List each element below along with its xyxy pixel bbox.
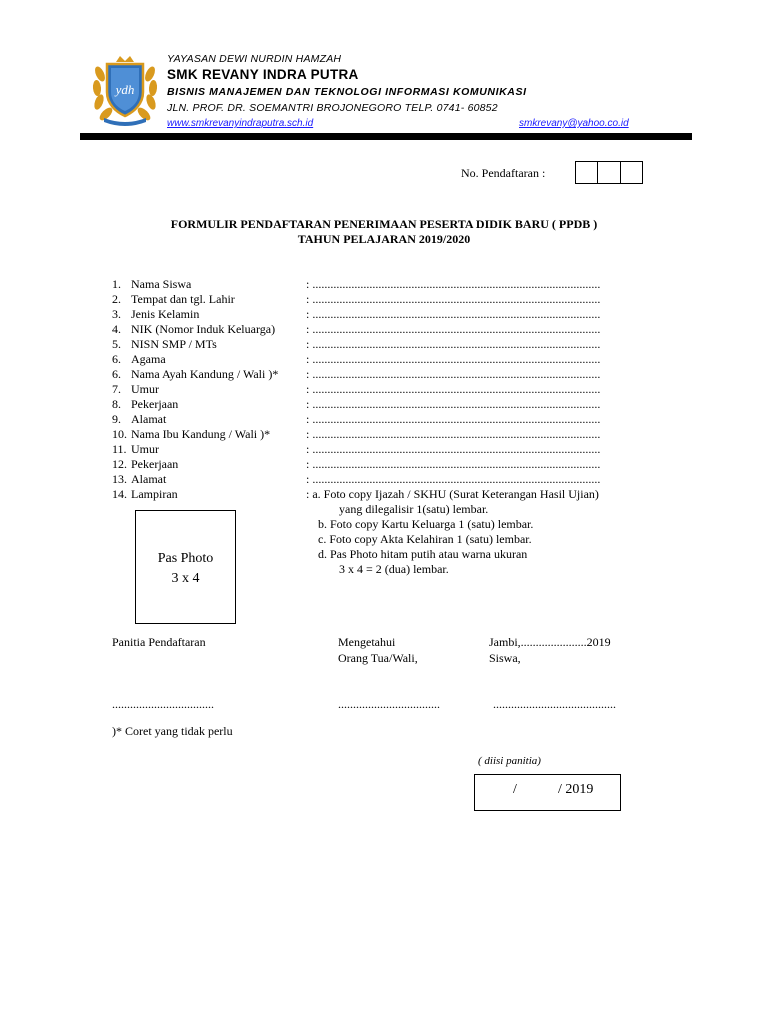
parent-signature-line[interactable]: ..................................	[338, 697, 440, 711]
field-number: 3.	[112, 307, 121, 321]
field-label-text: Alamat	[131, 412, 167, 426]
field-label-text: Pekerjaan	[131, 457, 179, 471]
field-label-text: NIK (Nomor Induk Keluarga)	[131, 322, 276, 336]
photo-box[interactable]	[135, 510, 236, 624]
field-input-line[interactable]: : ................................................................................................	[306, 292, 601, 306]
attachment-d-cont: 3 x 4 = 2 (dua) lembar.	[339, 562, 449, 576]
date-separator: /	[513, 782, 517, 797]
field-label	[112, 427, 270, 442]
registration-number-label: No. Pendaftaran :	[461, 166, 546, 180]
field-number: 10.	[112, 427, 127, 441]
registration-number-box[interactable]	[575, 161, 643, 184]
registration-digit-cell[interactable]	[598, 162, 620, 183]
field-label-text: Alamat	[131, 472, 167, 486]
field-number: 9.	[112, 412, 121, 426]
field-input-line[interactable]: : ................................................................................................	[306, 412, 601, 426]
registration-digit-cell[interactable]	[621, 162, 642, 183]
attachment-c: c. Foto copy Akta Kelahiran 1 (satu) lembar.	[318, 532, 532, 546]
field-input-line[interactable]: : ................................................................................................	[306, 307, 601, 321]
committee-date-box[interactable]	[474, 774, 621, 811]
registration-digit-cell[interactable]	[576, 162, 598, 183]
attachment-a-cont: yang dilegalisir 1(satu) lembar.	[339, 502, 489, 516]
field-input-line[interactable]: : ................................................................................................	[306, 472, 601, 486]
field-input-line[interactable]: : ................................................................................................	[306, 367, 601, 381]
field-label	[112, 472, 166, 487]
field-label	[112, 442, 159, 457]
parent-label: Orang Tua/Wali,	[338, 651, 418, 665]
place-date-label: Jambi,......................2019	[489, 635, 611, 649]
school-address: JLN. PROF. DR. SOEMANTRI BROJONEGORO TELP. 0741- 60852	[167, 102, 498, 114]
logo-text: ydh	[115, 82, 135, 97]
attachment-b: b. Foto copy Kartu Keluarga 1 (satu) lembar.	[318, 517, 534, 531]
photo-size: 3 x 4	[171, 571, 200, 586]
field-label	[112, 367, 278, 382]
field-label-text: Nama Ibu Kandung / Wali )*	[131, 427, 271, 441]
field-number: 1.	[112, 277, 121, 291]
field-label-text: Tempat dan tgl. Lahir	[131, 292, 235, 306]
field-number: 8.	[112, 397, 121, 411]
field-label-text: Lampiran	[131, 487, 178, 501]
committee-box-caption: ( diisi panitia)	[478, 755, 541, 767]
field-input-line[interactable]: : ................................................................................................	[306, 427, 601, 441]
field-label	[112, 397, 178, 412]
form-title: FORMULIR PENDAFTARAN PENERIMAAN PESERTA DIDIK BARU ( PPDB )	[170, 217, 598, 231]
field-number: 14.	[112, 487, 127, 501]
field-label-text: Nama Siswa	[131, 277, 192, 291]
field-input-line[interactable]: : ................................................................................................	[306, 337, 601, 351]
field-label	[112, 307, 199, 322]
field-label	[112, 352, 166, 367]
field-label	[112, 412, 166, 427]
field-label-text: NISN SMP / MTs	[131, 337, 217, 351]
field-number: 4.	[112, 322, 121, 336]
field-label-text: Umur	[131, 382, 159, 396]
foundation-name: YAYASAN DEWI NURDIN HAMZAH	[167, 53, 342, 65]
field-label	[112, 382, 159, 397]
field-label	[112, 487, 178, 502]
student-signature-line[interactable]: .........................................	[493, 697, 616, 711]
field-input-line[interactable]: : ................................................................................................	[306, 442, 601, 456]
form-year: TAHUN PELAJARAN 2019/2020	[297, 232, 471, 246]
committee-label: Panitia Pendaftaran	[112, 635, 206, 649]
date-year: / 2019	[558, 782, 594, 797]
field-number: 11.	[112, 442, 127, 456]
committee-signature-line[interactable]: ..................................	[112, 697, 214, 711]
field-number: 6.	[112, 352, 121, 366]
field-number: 12.	[112, 457, 127, 471]
school-name: SMK REVANY INDRA PUTRA	[167, 67, 359, 82]
field-input-line[interactable]: : ................................................................................................	[306, 277, 601, 291]
field-input-line[interactable]: : ................................................................................................	[306, 352, 601, 366]
photo-label: Pas Photo	[157, 551, 214, 566]
attachment-a: : a. Foto copy Ijazah / SKHU (Surat Keterangan Hasil Ujian)	[306, 487, 599, 501]
field-label-text: Umur	[131, 442, 159, 456]
field-label-text: Pekerjaan	[131, 397, 179, 411]
field-number: 13.	[112, 472, 127, 486]
student-label: Siswa,	[489, 651, 521, 665]
field-label-text: Jenis Kelamin	[131, 307, 200, 321]
field-input-line[interactable]: : ................................................................................................	[306, 457, 601, 471]
field-label	[112, 337, 217, 352]
acknowledged-label: Mengetahui	[338, 635, 396, 649]
school-logo	[90, 52, 160, 128]
field-number: 2.	[112, 292, 121, 306]
website-link[interactable]: www.smkrevanyindraputra.sch.id	[167, 118, 314, 129]
field-input-line[interactable]: : ................................................................................................	[306, 382, 601, 396]
field-number: 6.	[112, 367, 121, 381]
field-label-text: Agama	[131, 352, 166, 366]
field-input-line[interactable]: : ................................................................................................	[306, 397, 601, 411]
field-label	[112, 457, 178, 472]
field-label	[112, 277, 191, 292]
attachment-d: d. Pas Photo hitam putih atau warna ukuran	[318, 547, 528, 561]
footnote: )* Coret yang tidak perlu	[112, 724, 233, 738]
field-number: 5.	[112, 337, 121, 351]
header-divider	[80, 133, 692, 140]
email-link[interactable]: smkrevany@yahoo.co.id	[519, 118, 629, 129]
department-name: BISNIS MANAJEMEN DAN TEKNOLOGI INFORMASI KOMUNIKASI	[167, 86, 527, 98]
field-input-line[interactable]: : ................................................................................................	[306, 322, 601, 336]
field-label	[112, 322, 275, 337]
field-number: 7.	[112, 382, 121, 396]
field-label-text: Nama Ayah Kandung / Wali )*	[131, 367, 279, 381]
field-label	[112, 292, 235, 307]
